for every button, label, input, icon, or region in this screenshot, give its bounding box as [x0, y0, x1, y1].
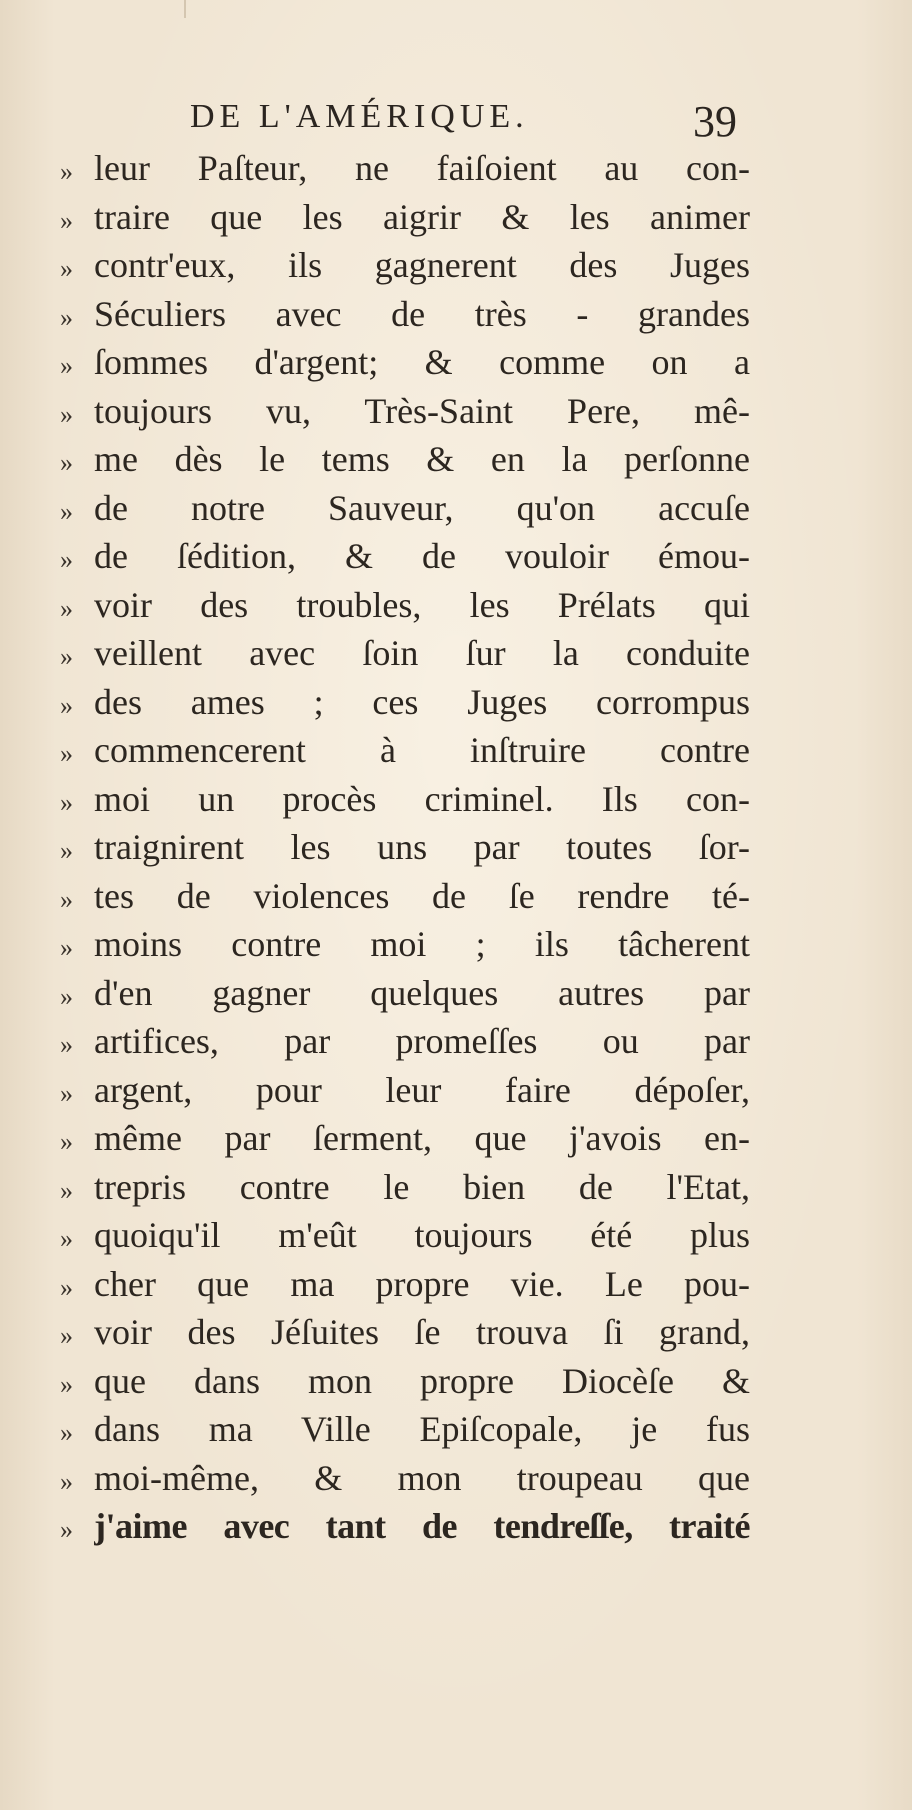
quotation-mark: »: [60, 1127, 73, 1156]
text-line: [60, 484, 750, 533]
quotation-mark: »: [60, 593, 73, 623]
text-line: [60, 532, 750, 581]
text-line: [60, 1211, 750, 1260]
line-text: dans ma Ville Epiſcopale, je fus: [94, 1409, 750, 1449]
quotation-mark: »: [60, 351, 73, 380]
quotation-mark: »: [60, 1175, 73, 1205]
line-text: moi un procès criminel. Ils con-: [94, 778, 750, 819]
line-text: traignirent les uns par toutes ſor-: [94, 827, 750, 867]
quotation-mark: »: [60, 1466, 73, 1496]
line-text: même par ſerment, que j'avois en-: [94, 1118, 750, 1158]
line-text: voir des troubles, les Prélats qui: [94, 584, 750, 625]
text-line: [60, 678, 750, 727]
quotation-mark: »: [60, 884, 73, 914]
line-text: d'en gagner quelques autres par: [94, 972, 750, 1013]
running-title: DE L'AMÉRIQUE.: [190, 98, 529, 135]
line-text: artifices, par promeſſes ou par: [94, 1021, 750, 1061]
line-text: veillent avec ſoin ſur la conduite: [94, 633, 750, 673]
line-text: Séculiers avec de très - grandes: [94, 293, 750, 334]
text-line: [60, 1017, 750, 1066]
line-text: que dans mon propre Diocèſe &: [94, 1360, 750, 1401]
quotation-mark: »: [60, 1369, 73, 1399]
body-text: [60, 144, 750, 1551]
text-line: [60, 1502, 750, 1551]
quotation-mark: »: [60, 1272, 73, 1302]
line-text: traire que les aigrir & les animer: [94, 196, 750, 237]
text-line: [60, 144, 750, 193]
text-line: [60, 920, 750, 969]
line-text: me dès le tems & en la perſonne: [94, 439, 750, 479]
text-line: [60, 290, 750, 339]
line-text: contr'eux, ils gagnerent des Juges: [94, 245, 750, 285]
quotation-mark: »: [60, 496, 73, 526]
text-line: [60, 969, 750, 1018]
text-line: [60, 726, 750, 775]
text-line: [60, 387, 750, 436]
text-line: [60, 1114, 750, 1163]
line-text: cher que ma propre vie. Le pou-: [94, 1263, 750, 1304]
line-text: argent, pour leur faire dépoſer,: [94, 1069, 750, 1110]
quotation-mark: »: [60, 448, 73, 477]
quotation-mark: »: [60, 545, 73, 574]
text-line: [60, 1357, 750, 1406]
text-line: [60, 581, 750, 630]
quotation-mark: »: [60, 254, 73, 283]
quotation-mark: »: [60, 981, 73, 1011]
quotation-mark: »: [60, 302, 73, 332]
quotation-mark: »: [60, 1321, 73, 1350]
line-text: j'aime avec tant de tendreſſe, traité: [94, 1506, 750, 1546]
line-text: voir des Jéſuites ſe trouva ſi grand,: [94, 1312, 750, 1352]
quotation-mark: »: [60, 933, 73, 962]
text-line: [60, 823, 750, 872]
quotation-mark: »: [60, 1224, 73, 1253]
line-text: leur Paſteur, ne faiſoient au con-: [94, 148, 750, 188]
quotation-mark: »: [60, 1418, 73, 1447]
text-line: [60, 1066, 750, 1115]
line-text: trepris contre le bien de l'Etat,: [94, 1166, 750, 1207]
quotation-mark: »: [60, 1030, 73, 1059]
text-line: [60, 338, 750, 387]
quotation-mark: »: [60, 1078, 73, 1108]
text-line: [60, 1405, 750, 1454]
quotation-mark: »: [60, 690, 73, 720]
page-number: 39: [693, 97, 737, 146]
line-text: commencerent à inſtruire contre: [94, 730, 750, 770]
text-line: [60, 1163, 750, 1212]
text-line: [60, 435, 750, 484]
text-line: [60, 775, 750, 824]
text-line: [60, 193, 750, 242]
text-line: [60, 1308, 750, 1357]
line-text: ſommes d'argent; & comme on a: [94, 342, 750, 382]
line-text: de notre Sauveur, qu'on accuſe: [94, 487, 750, 528]
text-line: [60, 241, 750, 290]
line-text: des ames ; ces Juges corrompus: [94, 681, 750, 722]
quotation-mark: »: [60, 157, 73, 186]
line-text: moi-même, & mon troupeau que: [94, 1457, 750, 1498]
quotation-mark: »: [60, 205, 73, 235]
text-line: [60, 1454, 750, 1503]
quotation-mark: »: [60, 787, 73, 817]
quotation-mark: »: [60, 836, 73, 865]
quotation-mark: »: [60, 399, 73, 429]
page-crease-top: [184, 0, 186, 18]
line-text: quoiqu'il m'eût toujours été plus: [94, 1215, 750, 1255]
quotation-mark: »: [60, 739, 73, 768]
line-text: tes de violences de ſe rendre té-: [94, 875, 750, 916]
text-line: [60, 629, 750, 678]
line-text: moins contre moi ; ils tâcherent: [94, 924, 750, 964]
line-text: toujours vu, Très-Saint Pere, mê-: [94, 390, 750, 431]
text-line: [60, 872, 750, 921]
quotation-mark: »: [60, 642, 73, 671]
line-text: de ſédition, & de vouloir émou-: [94, 536, 750, 576]
text-line: [60, 1260, 750, 1309]
quotation-mark: »: [60, 1515, 73, 1544]
